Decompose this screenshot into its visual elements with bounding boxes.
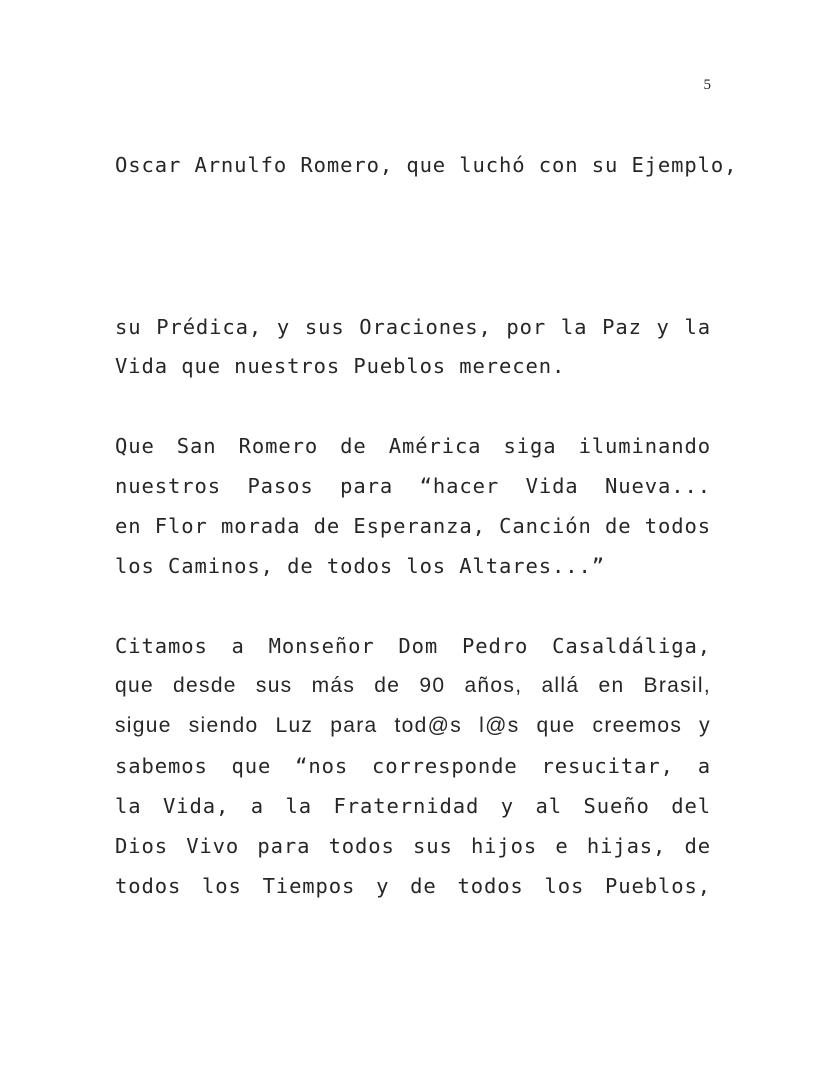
text-line: que desde sus más de 90 años, allá en Brasil,	[115, 674, 711, 697]
page-number: 5	[703, 77, 711, 93]
text-line: sigue siendo Luz para tod@s l@s que creemos y	[115, 714, 711, 737]
text-line: Dios Vivo para todos sus hijos e hijas, de	[115, 834, 711, 858]
text-line: Oscar Arnulfo Romero, que luchó con su Ejemplo,	[115, 153, 738, 177]
text-line: Citamos a Monseñor Dom Pedro Casaldáliga,	[115, 634, 711, 658]
text-line: todos los Tiempos y de todos los Pueblos,	[115, 874, 711, 898]
text-line: la Vida, a la Fraternidad y al Sueño del	[115, 794, 711, 818]
text-line: sabemos que “nos corresponde resucitar, a	[115, 754, 711, 778]
text-line: nuestros Pasos para “hacer Vida Nueva...	[115, 474, 711, 498]
text-line: Que San Romero de América siga iluminando	[115, 434, 711, 458]
text-line: en Flor morada de Esperanza, Canción de todos	[115, 514, 711, 538]
text-line: los Caminos, de todos los Altares...”	[115, 554, 605, 578]
text-line: Vida que nuestros Pueblos merecen.	[115, 354, 566, 378]
text-line: su Prédica, y sus Oraciones, por la Paz y la	[115, 315, 711, 339]
